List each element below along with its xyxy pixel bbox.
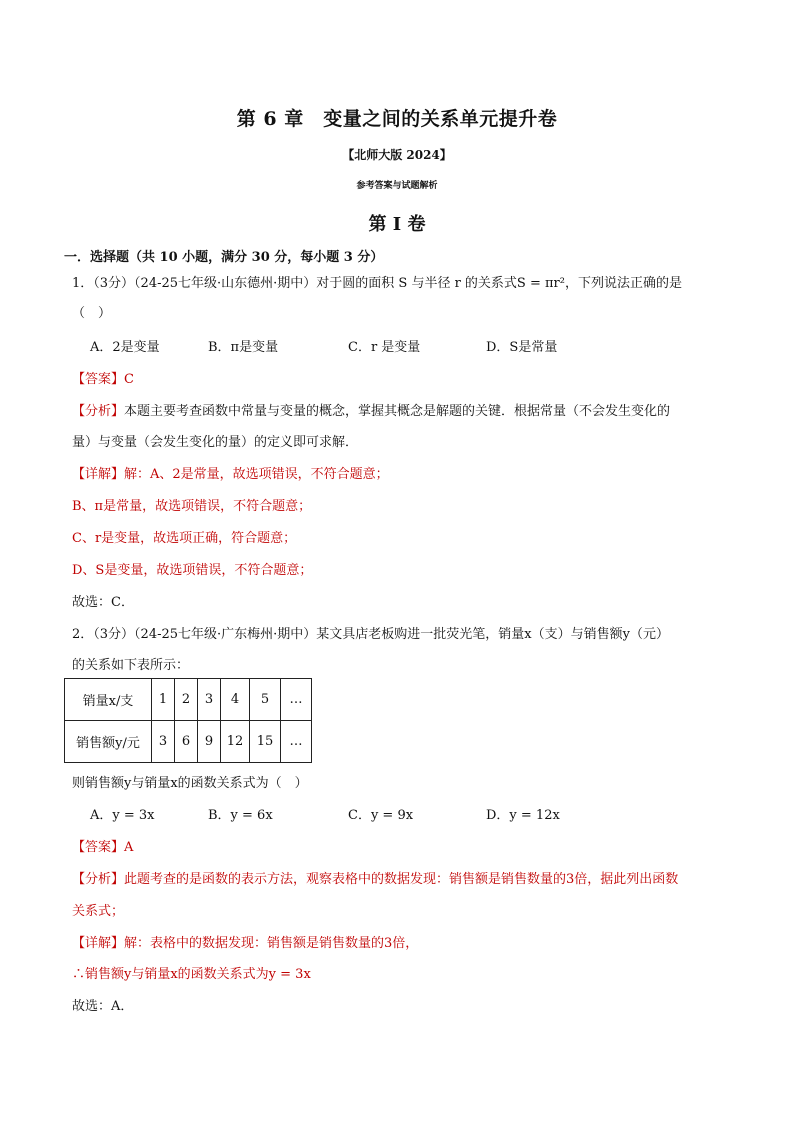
detail-tag: 【详解】 bbox=[72, 936, 125, 951]
answer-note: 参考答案与试题解析 bbox=[356, 181, 438, 191]
table-cell: 12 bbox=[221, 721, 250, 763]
q1-detail-line2: B、π是常量，故选项错误，不符合题意； bbox=[72, 499, 312, 514]
analysis-tag: 【分析】 bbox=[72, 872, 125, 887]
q1-option-a: A．2是变量 bbox=[90, 340, 160, 355]
table-cell: … bbox=[281, 721, 312, 763]
table-cell: 5 bbox=[250, 679, 281, 721]
detail-tag: 【详解】 bbox=[72, 467, 125, 482]
table-cell: 2 bbox=[175, 679, 198, 721]
q1-option-c: C．r 是变量 bbox=[348, 340, 421, 355]
document-title: 第 6 章 变量之间的关系单元提升卷 bbox=[236, 108, 558, 130]
q2-answer bbox=[72, 836, 133, 855]
q1-detail-line4: D、S是变量，故选项错误，不符合题意； bbox=[72, 563, 313, 578]
analysis-text: 此题考查的是函数的表示方法，观察表格中的数据发现：销售额是销售数量的3倍，据此列出函数 bbox=[124, 872, 679, 887]
q2-question: 则销售额y与销量x的函数关系式为（ ） bbox=[72, 776, 308, 791]
edition-label: 【北师大版 2024】 bbox=[342, 148, 452, 162]
q2-option-a: A．y = 3x bbox=[90, 808, 155, 823]
detail-text: 解：A、2是常量，故选项错误，不符合题意； bbox=[124, 467, 389, 482]
analysis-text: 本题主要考查函数中常量与变量的概念，掌握其概念是解题的关键．根据常量（不会发生变化的 bbox=[124, 404, 671, 419]
table-row bbox=[65, 679, 312, 721]
q2-stem-line1: 2．（3分）（24-25七年级·广东梅州·期中）某文具店老板购进一批荧光笔，销量x（支）与销售额y（元） bbox=[72, 627, 669, 642]
analysis-tag: 【分析】 bbox=[72, 404, 125, 419]
q1-stem-line2: （ ） bbox=[72, 306, 112, 321]
answer-tag: 【答案】 bbox=[72, 372, 125, 387]
q2-detail-line1 bbox=[72, 932, 418, 951]
q2-option-d: D．y = 12x bbox=[486, 808, 560, 823]
q1-detail-line1 bbox=[72, 463, 389, 482]
answer-value: A bbox=[124, 840, 134, 855]
table-cell: 1 bbox=[152, 679, 175, 721]
detail-text: 解：表格中的数据发现：销售额是销售数量的3倍， bbox=[124, 936, 419, 951]
table-cell: 15 bbox=[250, 721, 281, 763]
table-cell: … bbox=[281, 679, 312, 721]
q1-option-d: D．S是常量 bbox=[486, 340, 558, 355]
table-row bbox=[65, 721, 312, 763]
answer-value: C bbox=[124, 372, 134, 387]
table-cell: 3 bbox=[198, 679, 221, 721]
q1-option-b: B．π是变量 bbox=[208, 340, 279, 355]
q2-option-c: C．y = 9x bbox=[348, 808, 414, 823]
q2-analysis-line1 bbox=[72, 868, 678, 887]
q1-analysis-line1 bbox=[72, 400, 670, 419]
q1-analysis-line2: 量）与变量（会发生变化的量）的定义即可求解． bbox=[72, 435, 359, 450]
q1-answer bbox=[72, 368, 134, 387]
q1-detail-line3: C、r是变量，故选项正确，符合题意； bbox=[72, 531, 297, 546]
table-cell: 4 bbox=[221, 679, 250, 721]
answer-tag: 【答案】 bbox=[72, 840, 125, 855]
sales-table bbox=[64, 678, 312, 763]
q2-choose: 故选：A． bbox=[72, 999, 134, 1014]
q1-choose: 故选：C． bbox=[72, 595, 134, 610]
section-heading: 一．选择题（共 10 小题，满分 30 分，每小题 3 分） bbox=[64, 250, 384, 265]
q2-analysis-line2: 关系式； bbox=[72, 904, 125, 919]
volume-heading: 第 I 卷 bbox=[368, 214, 426, 235]
q2-detail-line2: ∴销售额y与销量x的函数关系式为y = 3x bbox=[72, 967, 311, 982]
q2-stem-line2: 的关系如下表所示： bbox=[72, 658, 190, 673]
table-cell: 6 bbox=[175, 721, 198, 763]
table-cell: 销量x/支 bbox=[65, 679, 152, 721]
q1-stem-line1: 1．（3分）（24-25七年级·山东德州·期中）对于圆的面积 S 与半径 r 的关系式S = πr²，下列说法正确的是 bbox=[72, 276, 682, 291]
q2-option-b: B．y = 6x bbox=[208, 808, 273, 823]
table-cell: 3 bbox=[152, 721, 175, 763]
table-cell: 9 bbox=[198, 721, 221, 763]
table-cell: 销售额y/元 bbox=[65, 721, 152, 763]
